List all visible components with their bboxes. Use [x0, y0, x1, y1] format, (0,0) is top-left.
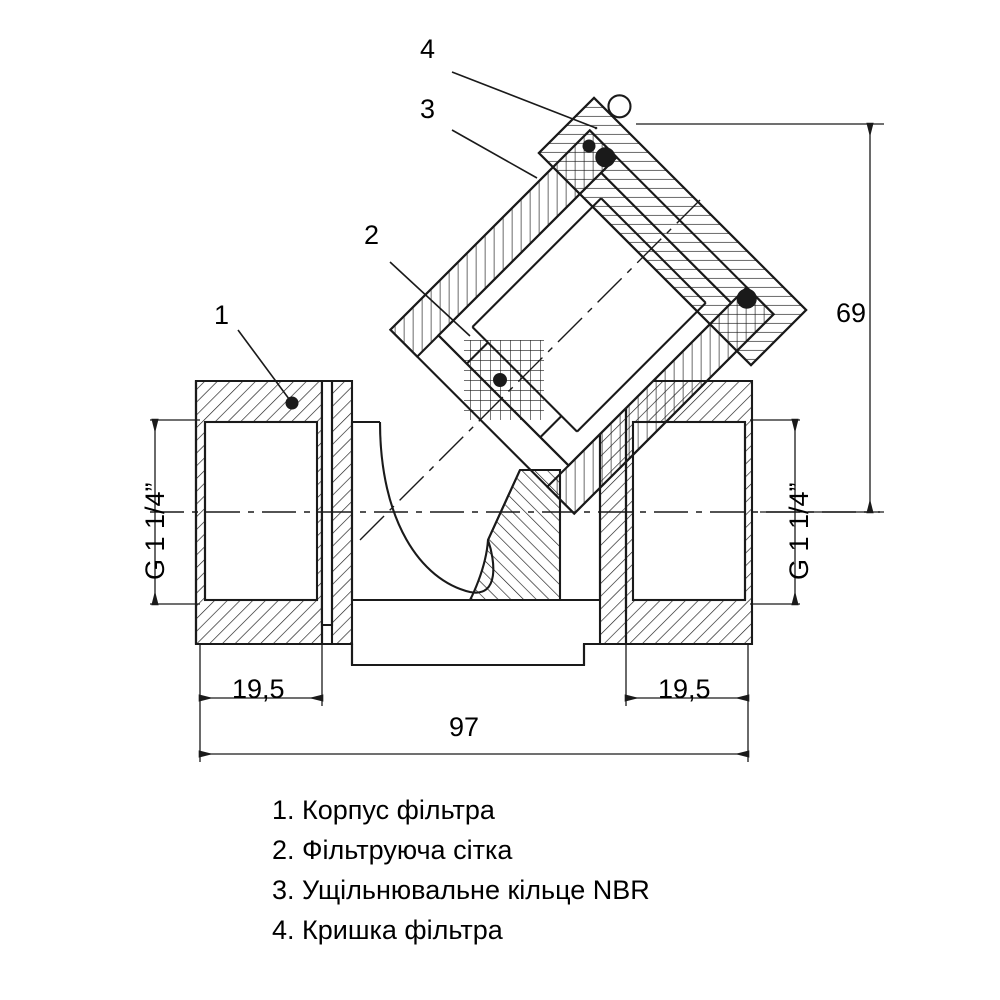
legend-list [272, 790, 650, 950]
callout-label-3: 3 [420, 94, 436, 124]
callout-label-2: 2 [364, 220, 380, 250]
dimension-thread-left: G 1 1/4” [140, 482, 170, 580]
dimension-overall-length: 97 [449, 712, 480, 742]
dimension-socket-left: 19,5 [232, 674, 285, 704]
legend-item-1: 1. Корпус фільтра [272, 795, 495, 825]
legend-item-3: 3. Ущільнювальне кільце NBR [272, 875, 650, 905]
callout-label-1: 1 [214, 300, 230, 330]
dimension-height-69: 69 [836, 298, 867, 328]
callout-label-4: 4 [420, 34, 436, 64]
dimension-thread-right: G 1 1/4” [784, 482, 814, 580]
legend-item-2: 2. Фільтруюча сітка [272, 835, 513, 865]
dimension-socket-right: 19,5 [658, 674, 711, 704]
legend-item-4: 4. Кришка фільтра [272, 915, 503, 945]
